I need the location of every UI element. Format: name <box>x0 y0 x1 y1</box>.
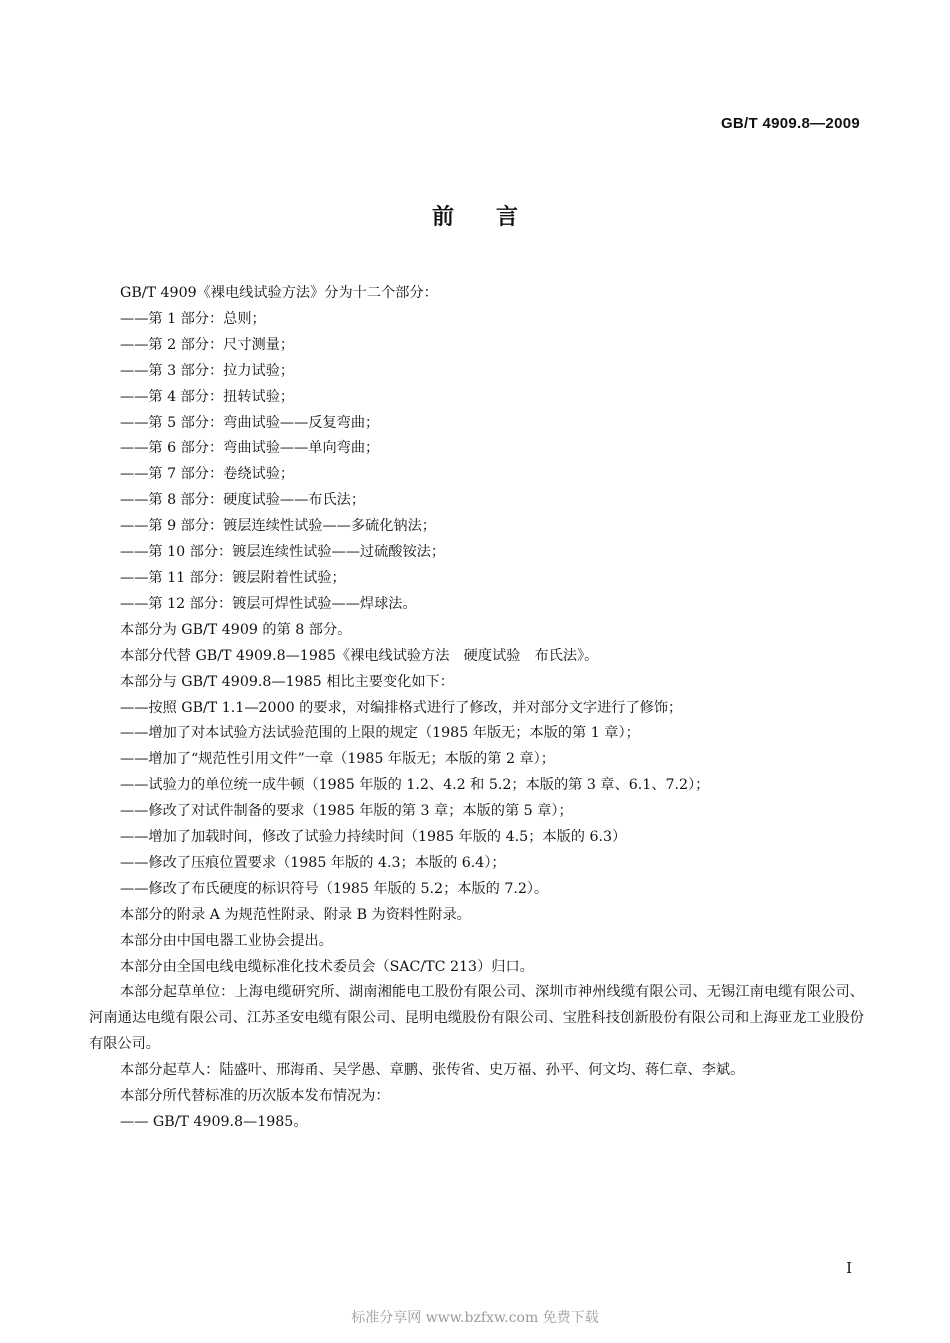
page-number: I <box>846 1259 852 1277</box>
document-body <box>89 281 864 1136</box>
list-item: ——第 6 部分：弯曲试验——单向弯曲； <box>120 440 380 457</box>
paragraph: 本部分由中国电器工业协会提出。 <box>120 932 333 949</box>
list-item: ——第 7 部分：卷绕试验； <box>120 466 295 483</box>
paragraph: 本部分与 GB/T 4909.8—1985 相比主要变化如下： <box>120 673 454 690</box>
page-title: 前言 <box>431 205 560 230</box>
list-item: ——修改了压痕位置要求（1985 年版的 4.3；本版的 6.4）； <box>120 854 506 871</box>
list-item: ——修改了布氏硬度的标识符号（1985 年版的 5.2；本版的 7.2）。 <box>120 880 549 897</box>
list-item: ——按照 GB/T 1.1—2000 的要求，对编排格式进行了修改，并对部分文字进行了修饰； <box>120 699 683 716</box>
standard-code: GB/T 4909.8—2009 <box>720 115 860 132</box>
watermark: 标准分享网 www.bzfxw.com 免费下载 <box>351 1310 599 1326</box>
paragraph: GB/T 4909《裸电线试验方法》分为十二个部分： <box>120 285 438 301</box>
list-item: ——第 4 部分：扭转试验； <box>120 388 295 405</box>
list-item: ——第 2 部分：尺寸测量； <box>120 336 295 353</box>
list-item: ——增加了对本试验方法试验范围的上限的规定（1985 年版无；本版的第 1 章）； <box>120 725 640 742</box>
paragraph: 本部分为 GB/T 4909 的第 8 部分。 <box>120 621 352 638</box>
list-item: ——增加了加载时间，修改了试验力持续时间（1985 年版的 4.5；本版的 6.3） <box>120 829 627 846</box>
list-item: ——试验力的单位统一成牛顿（1985 年版的 1.2、4.2 和 5.2；本版的第 3 章、6.1、7.2）； <box>120 777 710 794</box>
list-item: ——第 3 部分：拉力试验； <box>120 362 295 379</box>
list-item: ——第 11 部分：镀层附着性试验； <box>120 569 346 586</box>
paragraph: 本部分的附录 A 为规范性附录、附录 B 为资料性附录。 <box>120 906 471 923</box>
list-item: ——第 8 部分：硬度试验——布氏法； <box>120 492 366 509</box>
paragraph: 本部分所代替标准的历次版本发布情况为： <box>120 1088 390 1105</box>
list-item: ——第 12 部分：镀层可焊性试验——焊球法。 <box>120 595 417 612</box>
list-item: ——第 9 部分：镀层连续性试验——多硫化钠法； <box>120 518 436 535</box>
paragraph: 本部分起草人：陆盛叶、邢海甬、吴学愚、章鹏、张传省、史万福、孙平、何文均、蒋仁章、李斌。 <box>120 1062 745 1079</box>
paragraph: 本部分由全国电线电缆标准化技术委员会（SAC/TC 213）归口。 <box>120 958 534 975</box>
list-item: ——增加了“规范性引用文件”一章（1985 年版无；本版的第 2 章）； <box>120 751 555 768</box>
list-item: ——第 10 部分：镀层连续性试验——过硫酸铵法； <box>120 544 446 561</box>
list-item: —— GB/T 4909.8—1985。 <box>120 1114 308 1130</box>
paragraph: 本部分起草单位：上海电缆研究所、湖南湘能电工股份有限公司、深圳市神州线缆有限公司、无锡江南电缆有限公司、河南通达电缆有限公司、江苏圣安电缆有限公司、昆明电缆股份有限公司、宝胜科技创新股份有限公司和上海亚龙工业股份有限公司。 <box>89 984 864 1053</box>
paragraph: 本部分代替 GB/T 4909.8—1985《裸电线试验方法 硬度试验 布氏法》。 <box>120 647 599 664</box>
list-item: ——修改了对试件制备的要求（1985 年版的第 3 章；本版的第 5 章）； <box>120 803 573 820</box>
list-item: ——第 1 部分：总则； <box>120 310 266 327</box>
list-item: ——第 5 部分：弯曲试验——反复弯曲； <box>120 414 380 431</box>
